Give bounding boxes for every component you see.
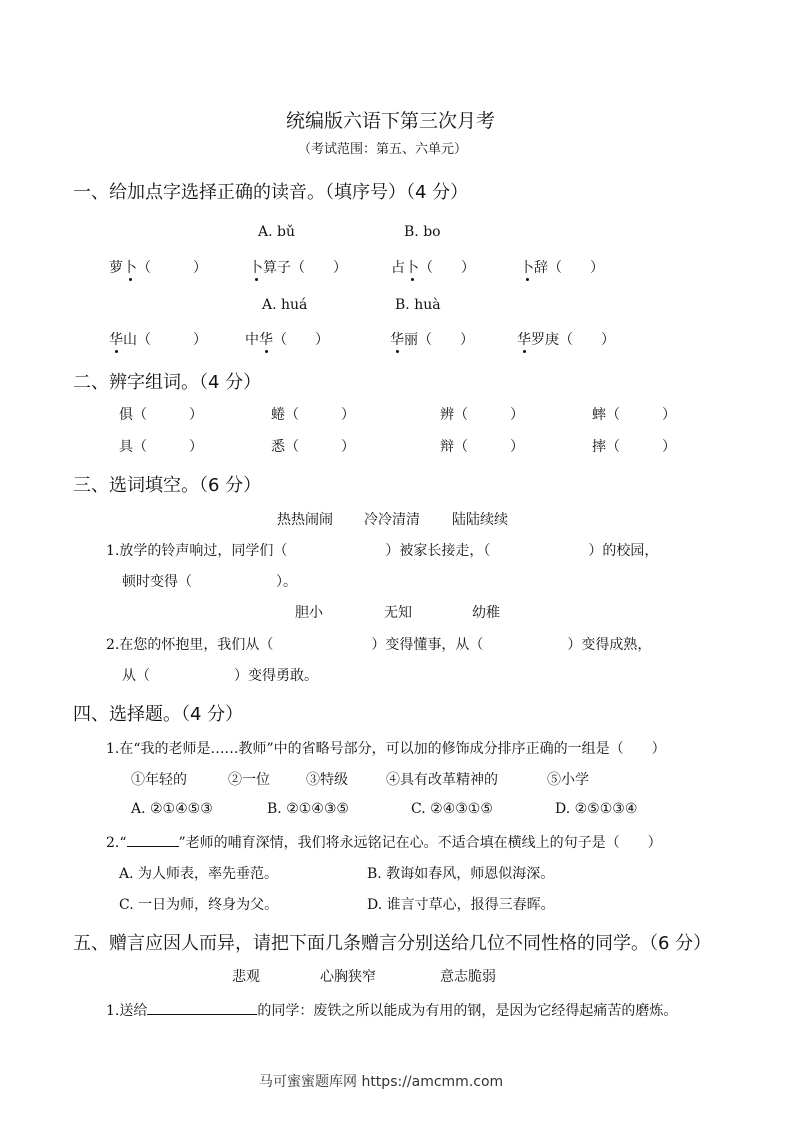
section-1-heading: 一、给加点字选择正确的读音。（填序号）（4 分） (73, 182, 469, 203)
s2-item: 辨（ ） (440, 407, 524, 423)
s2-item: 俱（ ） (119, 407, 203, 423)
s1-option-b1: B. bo (404, 224, 441, 240)
page-title: 统编版六语下第三次月考 (286, 110, 496, 132)
s1-q1a: 萝卜（ ） (109, 257, 207, 277)
s3-word: 无知 (384, 605, 412, 621)
s2-item: 蟀（ ） (592, 407, 676, 423)
s5-q1: 1.送给 的同学：废铁之所以能成为有用的钢，是因为它经得起痛苦的磨炼。 (106, 1000, 677, 1020)
s1-q1b: 卜算子（ ） (249, 257, 347, 277)
s4-q1-item: ③特级 (306, 772, 348, 788)
s4-q2-option: D. 谁言寸草心，报得三春晖。 (367, 897, 555, 913)
s1-q1c: 占卜（ ） (391, 257, 475, 277)
s1-q2c: 华丽（ ） (390, 329, 474, 349)
s1-option-b2: B. huà (395, 297, 441, 313)
s4-q1-item: ①年轻的 (131, 772, 187, 788)
s4-q1-option: D. ②⑤①③④ (555, 801, 638, 817)
s3-q2-line1: 2.在您的怀抱里，我们从（ ）变得懂事，从（ ）变得成熟， (106, 637, 652, 653)
s4-q2-option: B. 教诲如春风，师恩似海深。 (367, 866, 555, 882)
s2-item: 具（ ） (119, 439, 203, 455)
section-3-heading: 三、选词填空。（6 分） (73, 475, 262, 496)
s1-q1d: 卜辞（ ） (520, 257, 604, 277)
s1-option-a1: A. bǔ (258, 224, 295, 240)
s3-word: 冷冷清清 (364, 512, 420, 528)
s4-q1-item: ②一位 (228, 772, 270, 788)
s3-word: 陆陆续续 (452, 512, 508, 528)
s5-word: 心胸狭窄 (320, 969, 376, 985)
s3-q2-line2: 从（ ）变得勇敢。 (122, 668, 318, 684)
s2-item: 悉（ ） (271, 439, 355, 455)
s5-word: 意志脆弱 (440, 969, 496, 985)
s2-item: 辩（ ） (440, 439, 524, 455)
s3-q1-line1: 1.放学的铃声响过，同学们（ ）被家长接走，（ ）的校园， (106, 543, 659, 559)
s3-q1-line2: 顿时变得（ ）。 (122, 574, 297, 590)
s2-item: 摔（ ） (592, 439, 676, 455)
section-2-heading: 二、辨字组词。（4 分） (73, 372, 262, 393)
s1-q2a: 华山（ ） (109, 329, 207, 349)
s4-q1-item: ⑤小学 (547, 772, 589, 788)
s3-word: 胆小 (295, 605, 323, 621)
s1-option-a2: A. huá (262, 297, 308, 313)
s2-item: 蜷（ ） (271, 407, 355, 423)
s3-word: 热热闹闹 (277, 512, 333, 528)
footer-watermark: 马可蜜蜜题库网 https://amcmm.com (259, 1074, 504, 1090)
s4-q1-option: A. ②①④⑤③ (131, 801, 213, 817)
s4-q2: 2.“ ”老师的哺育深情，我们将永远铭记在心。不适合填在横线上的句子是（ ） (106, 835, 662, 851)
s4-q2-blank (127, 834, 179, 847)
s1-q2d: 华罗庚（ ） (517, 329, 615, 349)
s3-word: 幼稚 (472, 605, 500, 621)
s4-q1-option: C. ②④③①⑤ (411, 801, 493, 817)
s4-q2-option: A. 为人师表，率先垂范。 (119, 866, 279, 882)
section-5-heading: 五、赠言应因人而异，请把下面几条赠言分别送给几位不同性格的同学。（6 分） (73, 933, 712, 954)
s5-q1-blank (147, 1000, 257, 1015)
page-subtitle: （考试范围：第五、六单元） (298, 142, 468, 157)
s1-q2b: 中华（ ） (245, 329, 329, 349)
s4-q2-option: C. 一日为师，终身为父。 (119, 897, 279, 913)
s5-word: 悲观 (232, 969, 260, 985)
s4-q1-item: ④具有改革精神的 (386, 772, 498, 788)
s4-q1: 1.在“我的老师是……教师”中的省略号部分，可以加的修饰成分排序正确的一组是（ ） (106, 741, 666, 757)
section-4-heading: 四、选择题。（4 分） (73, 704, 244, 725)
s4-q1-option: B. ②①④③⑤ (267, 801, 349, 817)
